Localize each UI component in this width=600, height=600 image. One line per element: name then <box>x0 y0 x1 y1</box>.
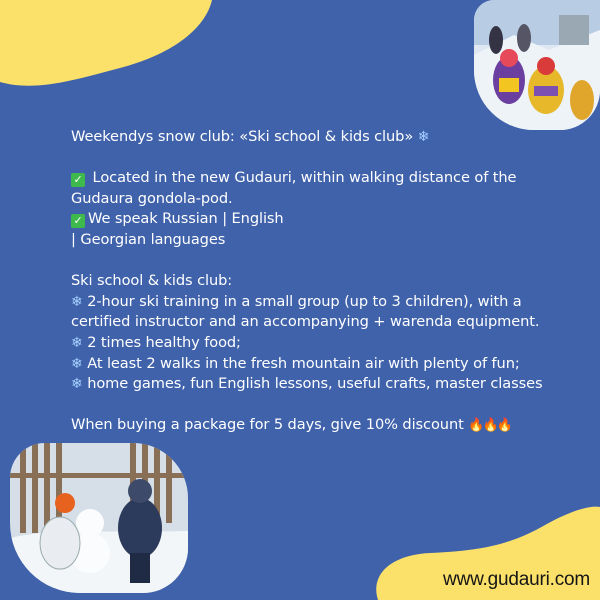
snowflake-icon: ❄ <box>71 376 83 393</box>
feature-location-cont: Gudaura gondola-pod. <box>71 189 233 207</box>
ski-kids-photo <box>474 0 600 130</box>
website-link[interactable]: www.gudauri.com <box>443 569 590 590</box>
feature-languages-cont: | Georgian languages <box>71 230 226 248</box>
snowflake-icon: ❄ <box>71 355 83 372</box>
list-item-food: ❄ 2 times healthy food; <box>71 333 241 351</box>
checkmark-icon: ✓ <box>71 214 85 228</box>
section-title: Ski school & kids club: <box>71 272 233 290</box>
post-title-line <box>71 127 571 148</box>
fire-icon: 🔥🔥🔥 <box>468 418 511 434</box>
post-title: Weekendys snow club: «Ski school & kids club» <box>71 128 414 145</box>
list-item-games: ❄ home games, fun English lessons, useful crafts, master classes <box>71 375 543 393</box>
list-item-training-cont: certified instructor and an accompanying + warenda equipment. <box>71 313 540 331</box>
checkmark-icon: ✓ <box>71 173 85 187</box>
snowflake-icon: ❄ <box>417 129 430 145</box>
snowflake-icon: ❄ <box>71 334 83 351</box>
feature-location: ✓ Located in the new Gudauri, within walking distance of the <box>71 168 571 189</box>
list-item-training: ❄ 2-hour ski training in a small group (up to 3 children), with a <box>71 292 522 310</box>
discount-text: When buying a package for 5 days, give 10% discount <box>71 416 464 434</box>
snowman-kids-photo <box>10 443 188 593</box>
list-item-walks: ❄ At least 2 walks in the fresh mountain air with plenty of fun; <box>71 354 520 372</box>
feature-languages: ✓ We speak Russian | English <box>71 209 571 230</box>
snowflake-icon: ❄ <box>71 293 83 310</box>
post-content <box>71 127 571 437</box>
yellow-blob-top-left <box>0 0 215 95</box>
discount-line <box>71 415 571 437</box>
